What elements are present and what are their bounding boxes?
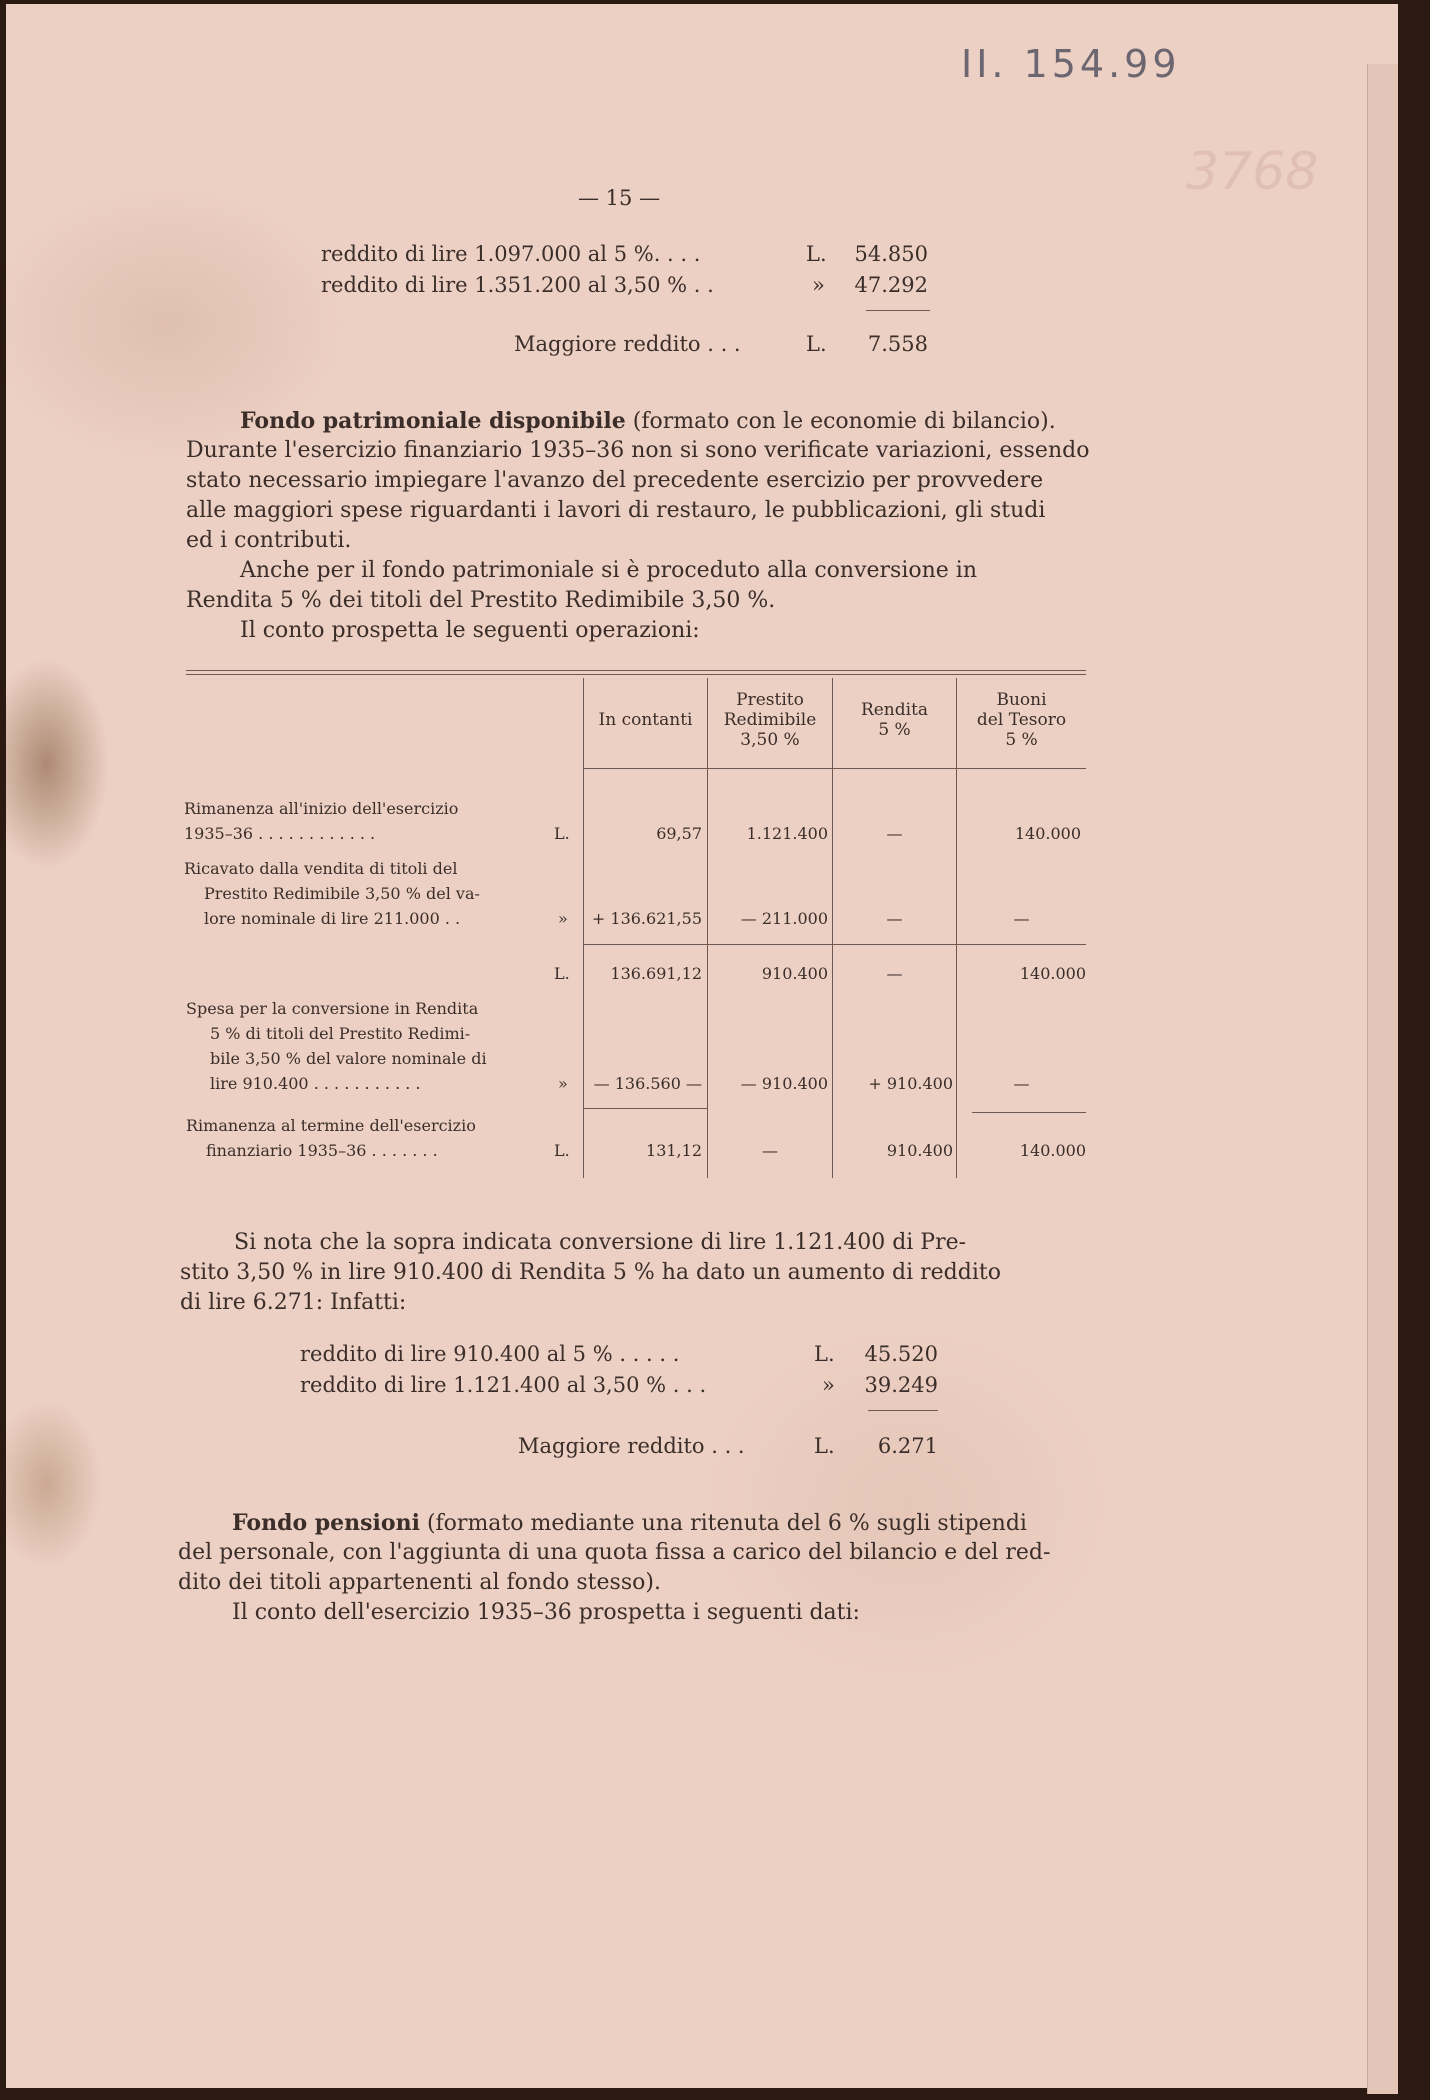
column-header: Prestito Redimibile 3,50 %: [723, 690, 817, 750]
currency-symbol: »: [558, 1074, 568, 1093]
table-cell: — 136.560 —: [593, 1074, 702, 1093]
section-title: Fondo pensioni: [232, 1510, 420, 1536]
total-rule: [972, 1112, 1086, 1113]
reddito-line: reddito di lire 1.351.200 al 3,50 % . .: [321, 273, 714, 297]
paragraph-line: stito 3,50 % in lire 910.400 di Rendita 5 % ha dato un aumento di reddito: [180, 1260, 1001, 1285]
table-cell: 136.691,12: [610, 964, 702, 983]
row-label: 5 % di titoli del Prestito Redimi-: [210, 1024, 471, 1043]
column-divider: [956, 678, 957, 1178]
table-cell: —: [762, 1141, 778, 1160]
row-label: bile 3,50 % del valore nominale di: [210, 1049, 487, 1068]
table-cell: 910.400: [761, 964, 828, 983]
paragraph-line: Si nota che la sopra indicata conversione di lire 1.121.400 di Pre-: [234, 1230, 967, 1255]
page-edge: [1367, 64, 1398, 2094]
page-number: — 15 —: [578, 186, 661, 210]
table-cell: 910.400: [886, 1141, 953, 1160]
table-cell: —: [886, 964, 903, 983]
paragraph-line: del personale, con l'aggiunta di una quota fissa a carico del bilancio e del red-: [178, 1540, 1051, 1565]
table-cell: 69,57: [656, 824, 702, 843]
paragraph-line: Rendita 5 % dei titoli del Prestito Redimibile 3,50 %.: [186, 588, 776, 613]
table-cell: —: [1013, 909, 1030, 928]
row-label: Rimanenza al termine dell'esercizio: [186, 1116, 476, 1135]
row-label: finanziario 1935–36 . . . . . . .: [206, 1141, 438, 1160]
currency-symbol: L.: [806, 332, 827, 356]
table-cell: 140.000: [1014, 824, 1081, 843]
maggiore-reddito-label: Maggiore reddito . . .: [514, 332, 741, 356]
reddito-line: reddito di lire 1.097.000 al 5 %. . . .: [321, 242, 701, 266]
table-cell: — 211.000: [740, 909, 828, 928]
column-divider: [832, 678, 833, 1178]
currency-symbol: L.: [814, 1434, 835, 1458]
currency-symbol: L.: [806, 242, 827, 266]
total-rule: [583, 1108, 707, 1109]
fondo-patrimoniale-first-line: Fondo patrimoniale disponibile (formato con le economie di bilancio).: [240, 408, 1056, 434]
row-label: Prestito Redimibile 3,50 % del va-: [204, 884, 480, 903]
column-header: Buoni del Tesoro 5 %: [976, 690, 1067, 750]
table-cell: 140.000: [1019, 1141, 1086, 1160]
table-cell: —: [1013, 1074, 1030, 1093]
paragraph-line: Il conto dell'esercizio 1935–36 prospetta i seguenti dati:: [232, 1600, 860, 1625]
row-label: Ricavato dalla vendita di titoli del: [184, 859, 458, 878]
document-page: [6, 4, 1398, 2088]
reddito-line: reddito di lire 910.400 al 5 % . . . . .: [300, 1342, 680, 1366]
paragraph-line: stato necessario impiegare l'avanzo del precedente esercizio per provvedere: [186, 468, 1044, 493]
maggiore-reddito-value: 6.271: [877, 1434, 938, 1458]
table-cell: 1.121.400: [746, 824, 828, 843]
currency-symbol: L.: [554, 824, 570, 843]
table-cell: 131,12: [646, 1141, 702, 1160]
reddito-value: 54.850: [854, 242, 928, 266]
paragraph-line: dito dei titoli appartenenti al fondo stesso).: [178, 1570, 661, 1595]
handwritten-shelfmark: II. 154.99: [961, 42, 1181, 86]
column-header: In contanti: [598, 710, 693, 730]
column-divider: [583, 678, 584, 1178]
currency-symbol: L.: [814, 1342, 835, 1366]
reddito-value: 47.292: [854, 273, 928, 297]
table-cell: 140.000: [1019, 964, 1086, 983]
row-label: Spesa per la conversione in Rendita: [186, 999, 479, 1018]
currency-symbol: L.: [554, 964, 570, 983]
paragraph-line: Anche per il fondo patrimoniale si è proceduto alla conversione in: [240, 558, 977, 583]
table-cell: + 136.621,55: [591, 909, 702, 928]
currency-symbol: »: [822, 1373, 835, 1397]
reddito-value: 45.520: [864, 1342, 938, 1366]
sum-rule: [866, 310, 930, 311]
column-divider: [707, 678, 708, 1178]
sum-rule: [868, 1410, 938, 1411]
table-top-rule: [186, 670, 1086, 671]
table-cell: —: [886, 909, 903, 928]
handwritten-number: 3768: [1186, 142, 1319, 202]
header-rule: [583, 768, 1086, 769]
currency-symbol: L.: [554, 1141, 570, 1160]
currency-symbol: »: [812, 273, 825, 297]
fondo-pensioni-first-line: Fondo pensioni (formato mediante una ritenuta del 6 % sugli stipendi: [232, 1510, 1027, 1536]
row-label: lire 910.400 . . . . . . . . . . .: [210, 1074, 421, 1093]
row-label: lore nominale di lire 211.000 . .: [204, 909, 461, 928]
section-title: Fondo patrimoniale disponibile: [240, 408, 626, 434]
reddito-value: 39.249: [864, 1373, 938, 1397]
maggiore-reddito-label: Maggiore reddito . . .: [518, 1434, 745, 1458]
reddito-line: reddito di lire 1.121.400 al 3,50 % . . .: [300, 1373, 707, 1397]
paragraph-line: Il conto prospetta le seguenti operazioni:: [240, 618, 700, 643]
paragraph-line: di lire 6.271: Infatti:: [180, 1290, 407, 1315]
row-label: 1935–36 . . . . . . . . . . . .: [184, 824, 376, 843]
paragraph-line: Durante l'esercizio finanziario 1935–36 non si sono verificate variazioni, essendo: [186, 438, 1090, 463]
table-cell: —: [886, 824, 903, 843]
row-label: Rimanenza all'inizio dell'esercizio: [184, 799, 459, 818]
currency-symbol: »: [558, 909, 568, 928]
table-top-rule: [186, 674, 1086, 675]
maggiore-reddito-value: 7.558: [867, 332, 928, 356]
column-header: Rendita 5 %: [860, 700, 929, 740]
paragraph-line: alle maggiori spese riguardanti i lavori di restauro, le pubblicazioni, gli studi: [186, 498, 1046, 523]
table-cell: — 910.400: [740, 1074, 828, 1093]
subtotal-rule: [583, 944, 1086, 945]
table-cell: + 910.400: [868, 1074, 953, 1093]
paragraph-line: ed i contributi.: [186, 528, 352, 553]
